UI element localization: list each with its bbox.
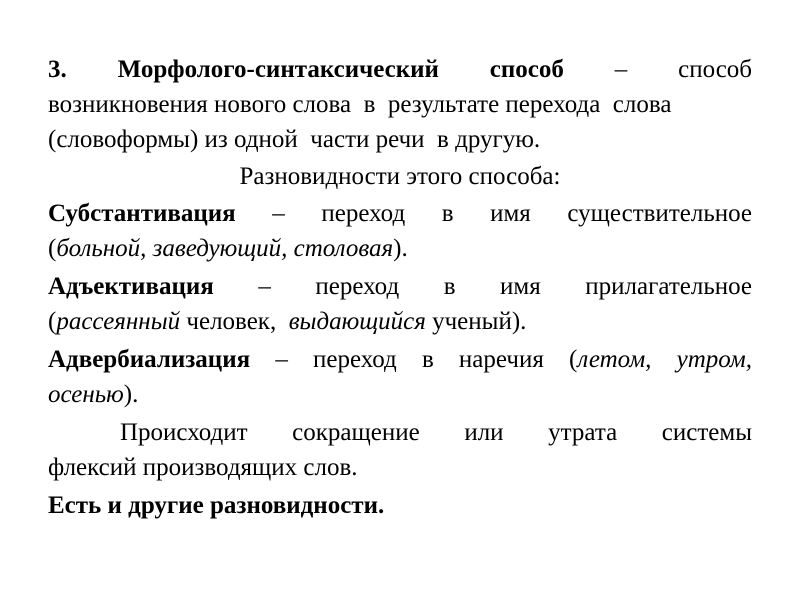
adjectivation-example-1: рассеянный	[56, 308, 181, 335]
adverbialization-term: Адвербиализация	[48, 346, 251, 373]
method-line-3: (словоформы) из одной части речи в другую.	[48, 126, 541, 153]
substantivation-open: (	[48, 235, 57, 262]
substantivation-desc: – переход в имя существительное	[272, 200, 752, 227]
adverbialization-block	[48, 342, 752, 412]
method-dash: –	[614, 56, 628, 83]
method-term: Морфолого-синтаксический способ	[117, 56, 564, 83]
reduction-text-1: Происходит сокращение или утрата системы	[120, 419, 752, 446]
method-line-1	[48, 52, 752, 87]
method-definition	[48, 52, 752, 157]
adverbialization-examples-1: летом, утром,	[577, 346, 752, 373]
reduction-line-2: флексий производящих слов.	[48, 454, 358, 481]
adverbialization-close: ).	[123, 381, 139, 408]
adverbialization-desc: – переход в наречия (	[275, 346, 578, 373]
adjectivation-line-1	[48, 269, 752, 304]
adjectivation-word-2: ученый).	[425, 308, 527, 335]
footer-note	[48, 488, 752, 523]
adjectivation-block	[48, 269, 752, 339]
substantivation-examples: больной, заведующий, столовая	[56, 235, 394, 262]
adjectivation-desc: – переход в имя прилагательное	[258, 273, 752, 300]
adjectivation-example-2: выдающийся	[288, 308, 426, 335]
method-line1-tail: способ	[678, 56, 753, 83]
substantivation-term: Субстантивация	[48, 200, 236, 227]
adverbialization-line-1	[48, 342, 752, 377]
footer-text: Есть и другие разновидности.	[48, 492, 385, 519]
reduction-block	[48, 415, 752, 485]
adverbialization-line-2	[48, 377, 752, 412]
adjectivation-open: (	[48, 308, 57, 335]
reduction-line-1	[48, 415, 752, 450]
adjectivation-line-2	[48, 304, 752, 339]
adjectivation-word-1: человек,	[180, 308, 289, 335]
adjectivation-term: Адъективация	[48, 273, 214, 300]
substantivation-close: ).	[393, 235, 408, 262]
adverbialization-examples-2: осенью	[48, 381, 124, 408]
slide-content	[48, 52, 752, 523]
substantivation-line-2	[48, 231, 752, 266]
method-number: 3.	[48, 56, 67, 83]
subtitle: Разновидности этого способа:	[239, 163, 561, 190]
substantivation-line-1	[48, 196, 752, 231]
substantivation-block	[48, 196, 752, 266]
method-line-2: возникновения нового слова в результате перехода слова	[48, 91, 672, 118]
